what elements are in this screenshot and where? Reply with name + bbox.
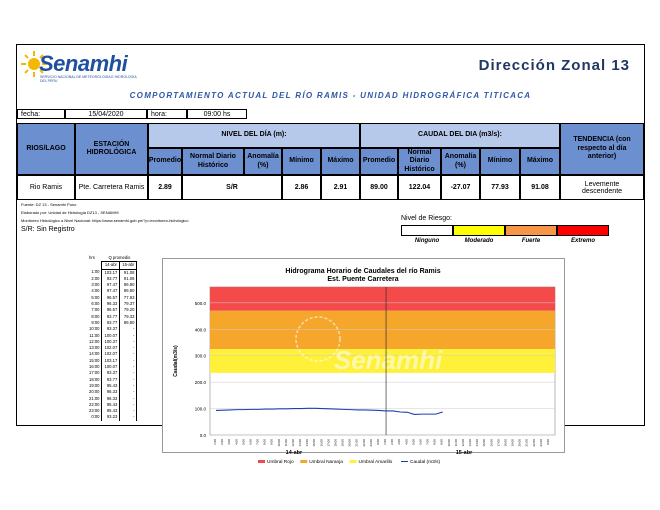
x-tick-label: 22:00 (361, 439, 366, 447)
senamhi-logo (23, 49, 143, 85)
chart-subtitle: Est. Puente Carretera (327, 276, 399, 283)
x-date-label: 14-abr (285, 450, 303, 456)
x-tick-label: 15:00 (482, 439, 487, 447)
header-nivel: NIVEL DEL DÍA (m): (148, 123, 360, 148)
mini-cell-hour: 3:00 (91, 282, 100, 288)
riesgo-swatch-moderado (453, 225, 505, 236)
cell-rio: Rio Ramis (17, 175, 75, 200)
mini-cell-value: 95.43 (102, 402, 120, 408)
x-tick-label: 21:00 (354, 439, 359, 447)
mini-cell-hour: 23:00 (89, 408, 100, 414)
mini-cell-value: - (120, 408, 137, 414)
x-tick-label: 13:00 (298, 439, 303, 447)
mini-cell-value: - (120, 326, 137, 332)
cell-nivel-maximo: 2.91 (321, 175, 360, 200)
riesgo-swatch-ninguno (401, 225, 453, 236)
mini-table-col-a: 14-abr (102, 262, 120, 269)
hora-label: hora: (147, 109, 187, 119)
cell-caudal-maximo: 91.08 (520, 175, 560, 200)
riesgo-label-extremo: Extremo (570, 238, 595, 244)
band-umbral-rojo (210, 287, 555, 311)
x-tick-label: 17:00 (496, 439, 501, 447)
sub-header: Anomalía (%) (244, 148, 282, 175)
mini-cell-value: 103.17 (102, 269, 120, 276)
cell-caudal-normal: 122.04 (398, 175, 441, 200)
mini-table-row (87, 269, 137, 276)
mini-cell-hour: 13:00 (89, 345, 100, 351)
y-tick-label: 300.0 (194, 353, 206, 359)
x-tick-label: 7:00 (425, 439, 430, 445)
x-tick-label: 14:00 (305, 439, 310, 447)
x-tick-label: 2:00 (390, 439, 395, 445)
page-title: Dirección Zonal 13 (478, 57, 630, 74)
header-estacion: ESTACIÓN HIDROLÓGICA (75, 123, 148, 175)
x-tick-label: 11:00 (453, 439, 458, 447)
mini-cell-value: - (120, 351, 137, 357)
mini-table-col-b: 15-abr (120, 262, 137, 269)
mini-cell-value: 102.07 (102, 345, 120, 351)
mini-data-table (87, 255, 137, 421)
mini-cell-value: - (120, 370, 137, 376)
hora-value: 09:00 hs (187, 109, 247, 119)
mini-cell-hour: 0:00 (91, 414, 100, 420)
mini-cell-value: 86.90 (120, 320, 137, 326)
mini-cell-value: 93.77 (102, 377, 120, 383)
sub-header: Promedio (148, 148, 182, 175)
x-tick-label: 4:00 (234, 439, 239, 445)
sub-header: Promedio (360, 148, 398, 175)
cell-caudal-minimo: 77.93 (480, 175, 520, 200)
fecha-label: fecha: (17, 109, 65, 119)
mini-cell-hour: 7:00 (91, 307, 100, 313)
x-tick-label: 6:00 (248, 439, 253, 445)
mini-cell-value: 96.57 (102, 307, 120, 313)
legend-label: Umbral Rojo (267, 460, 294, 465)
hydrograph-chart (162, 258, 565, 465)
mini-cell-hour: 22:00 (89, 401, 100, 407)
mini-cell-value: 93.37 (102, 326, 120, 332)
cell-tendencia: Levemente descendente (560, 175, 644, 200)
mini-cell-value: 93.77 (102, 314, 120, 320)
sub-header: Mínimo (282, 148, 321, 175)
mini-cell-hour: 15:00 (89, 357, 100, 363)
mini-cell-hour: 6:00 (91, 301, 100, 307)
cell-estacion: Pte. Carretera Ramis (75, 175, 148, 200)
x-tick-label: 1:00 (383, 439, 388, 445)
cell-nivel-normal: S/R (182, 175, 282, 200)
mini-cell-hour: 14:00 (89, 351, 100, 357)
x-tick-label: 21:00 (524, 439, 529, 447)
mini-cell-value: 79.20 (120, 307, 137, 313)
mini-cell-hour: 9:00 (91, 319, 100, 325)
mini-cell-value: - (120, 402, 137, 408)
cell-caudal-promedio: 89.00 (360, 175, 398, 200)
mini-cell-value: 100.07 (102, 333, 120, 339)
x-tick-label: 9:00 (269, 439, 274, 445)
mini-table-row (87, 414, 137, 420)
mini-cell-value: 96.33 (102, 389, 120, 395)
y-tick-label: 0.0 (199, 433, 206, 438)
mini-cell-value: 93.37 (102, 370, 120, 376)
x-tick-label: 18:00 (503, 439, 508, 447)
x-tick-label: 0:00 (375, 439, 380, 445)
mini-cell-value: 79.37 (120, 301, 137, 307)
sub-header: Normal Diario Histórico (398, 148, 441, 175)
report-sheet (16, 44, 645, 465)
sub-header: Anomalía (%) (441, 148, 480, 175)
cell-nivel-minimo: 2.86 (282, 175, 321, 200)
mini-cell-value: - (120, 345, 137, 351)
mini-cell-value: - (120, 333, 137, 339)
x-tick-label: 15:00 (312, 439, 317, 447)
hydrograph-svg (163, 259, 564, 465)
y-tick-label: 200.0 (194, 380, 206, 386)
mini-cell-hour: 11:00 (89, 332, 100, 338)
report-subtitle: COMPORTAMIENTO ACTUAL DEL RÍO RAMIS - UNIDAD HIDROGRÁFICA TITICACA (129, 91, 532, 100)
mini-cell-value: 97.47 (102, 282, 120, 288)
mini-cell-value: - (120, 339, 137, 345)
x-tick-label: 12:00 (460, 439, 465, 447)
y-tick-label: 100.0 (194, 406, 206, 412)
fecha-value: 15/04/2020 (65, 109, 147, 119)
riesgo-swatch-extremo (557, 225, 609, 236)
header-rios: RIOS/LAGO (17, 123, 75, 175)
mini-cell-hour: 21:00 (89, 395, 100, 401)
mini-cell-value: 95.43 (102, 408, 120, 414)
x-tick-label: 5:00 (411, 439, 416, 445)
x-tick-label: 20:00 (347, 439, 352, 447)
mini-cell-value: 102.07 (102, 351, 120, 357)
mini-cell-value: 77.93 (120, 295, 137, 301)
mini-cell-value: 86.90 (120, 282, 137, 288)
mini-cell-value: - (120, 358, 137, 364)
x-tick-label: 4:00 (404, 439, 409, 445)
sub-header: Máximo (321, 148, 360, 175)
x-tick-label: 5:00 (241, 439, 246, 445)
riesgo-label-ninguno: Ninguno (414, 238, 440, 244)
mini-cell-value: - (120, 377, 137, 383)
sub-header: Mínimo (480, 148, 520, 175)
x-tick-label: 11:00 (283, 439, 288, 447)
logo-text: Senamhi (39, 51, 128, 76)
mini-cell-hour: 1:00 (91, 269, 100, 275)
x-tick-label: 19:00 (340, 439, 345, 447)
x-tick-label: 16:00 (489, 439, 494, 447)
header-caudal: CAUDAL DEL DIA (m3/s): (360, 123, 560, 148)
mini-cell-hour: 18:00 (89, 376, 100, 382)
mini-table-header: Q promedio (108, 255, 131, 260)
mini-cell-hour: 12:00 (89, 338, 100, 344)
y-tick-label: 500.0 (194, 300, 206, 306)
mini-cell-hour: 5:00 (91, 294, 100, 300)
x-tick-label: 2:00 (220, 439, 225, 445)
legend-label: Caudal (m3/s) (410, 460, 441, 465)
chart-title: Hidrograma Horario de Caudales del río Ramis (285, 268, 441, 275)
legend-label: Umbral Naranja (309, 460, 343, 465)
legend-swatch (350, 460, 357, 463)
mini-cell-value: 103.17 (102, 358, 120, 364)
mini-cell-value: 91.08 (120, 276, 137, 282)
x-tick-label: 19:00 (510, 439, 515, 447)
x-tick-label: 10:00 (446, 439, 451, 447)
x-date-label: 15-abr (455, 450, 473, 456)
x-tick-label: 1:00 (213, 439, 217, 445)
mini-table-hrs-header: hrs (89, 255, 95, 261)
header-tendencia: TENDENCIA (con respecto al día anterior) (560, 123, 644, 175)
x-tick-label: 7:00 (255, 439, 260, 445)
mini-cell-value: - (120, 364, 137, 370)
mini-cell-value: - (120, 396, 137, 402)
logo-subtext: SERVICIO NACIONAL DE METEOROLOGIA E HIDROLOGIA DEL PERU (40, 75, 137, 83)
riesgo-swatch-fuerte (505, 225, 557, 236)
x-tick-label: 10:00 (276, 439, 281, 447)
x-tick-label: 6:00 (418, 439, 423, 445)
x-tick-label: 20:00 (517, 439, 522, 447)
mini-cell-value: 86.90 (120, 288, 137, 294)
y-tick-label: 400.0 (194, 327, 206, 333)
mini-cell-value: - (120, 383, 137, 389)
x-tick-label: 8:00 (262, 439, 267, 445)
mini-cell-value: 93.23 (102, 414, 120, 420)
x-tick-label: 14:00 (475, 439, 480, 447)
x-tick-label: 12:00 (290, 439, 295, 447)
note-monitoreo: Monitoreo Hidrológico a Nivel Nacional: https://www.senamhi.gob.pe/?p=monitoreo-hidrologico (21, 218, 189, 223)
x-tick-label: 23:00 (368, 439, 373, 447)
x-tick-label: 17:00 (326, 439, 331, 447)
mini-cell-value: 93.77 (102, 276, 120, 282)
band-umbral-naranja (210, 311, 555, 349)
sub-header: Normal Diario Histórico (182, 148, 244, 175)
mini-cell-hour: 19:00 (89, 382, 100, 388)
note-elaborado: Elaborado por: Unidad de Hidrología DZ13 - SENAMHI (21, 210, 119, 215)
watermark-text: Senamhi (333, 345, 443, 375)
legend-swatch (258, 460, 265, 463)
note-sin-registro: S/R: Sin Registro (21, 226, 75, 233)
mini-cell-hour: 10:00 (89, 326, 100, 332)
note-fuente: Fuente: DZ 13 - Senamhi Puno (21, 202, 77, 207)
mini-cell-value: 96.33 (102, 301, 120, 307)
mini-cell-value: 97.47 (102, 288, 120, 294)
mini-cell-value: - (120, 389, 137, 395)
x-tick-label: 23:00 (538, 439, 543, 447)
x-tick-label: 22:00 (531, 439, 536, 447)
riesgo-label-moderado: Moderado (464, 238, 494, 244)
x-tick-label: 9:00 (439, 439, 444, 445)
mini-cell-hour: 17:00 (89, 370, 100, 376)
mini-table-row (87, 307, 137, 313)
x-tick-label: 18:00 (333, 439, 338, 447)
cell-nivel-promedio: 2.89 (148, 175, 182, 200)
mini-cell-value: 96.33 (102, 396, 120, 402)
mini-cell-hour: 4:00 (91, 288, 100, 294)
mini-cell-value: - (120, 414, 137, 420)
mini-cell-hour: 16:00 (89, 364, 100, 370)
x-tick-label: 3:00 (227, 439, 232, 445)
mini-cell-value: 91.08 (120, 269, 137, 276)
x-tick-label: 13:00 (468, 439, 473, 447)
mini-cell-hour: 20:00 (89, 389, 100, 395)
sub-header: Máximo (520, 148, 560, 175)
y-axis-label: Caudal(m3/s) (173, 345, 179, 377)
x-tick-label: 16:00 (319, 439, 324, 447)
legend-swatch (300, 460, 307, 463)
mini-cell-value: 100.37 (102, 339, 120, 345)
mini-cell-hour: 2:00 (91, 275, 100, 281)
mini-cell-value: 93.77 (102, 320, 120, 326)
mini-cell-hour: 8:00 (91, 313, 100, 319)
x-tick-label: 3:00 (397, 439, 402, 445)
x-tick-label: 8:00 (432, 439, 437, 445)
mini-cell-value: 95.43 (102, 383, 120, 389)
mini-table-row (87, 288, 137, 294)
mini-cell-value: 100.07 (102, 364, 120, 370)
mini-cell-value: 96.57 (102, 295, 120, 301)
x-tick-label: 0:00 (546, 439, 550, 445)
cell-caudal-anomalia: -27.07 (441, 175, 480, 200)
riesgo-label-fuerte: Fuerte (521, 238, 541, 244)
riesgo-label: Nivel de Riesgo: (401, 215, 452, 222)
mini-cell-value: 79.33 (120, 314, 137, 320)
legend-label: Umbral Amarillo (358, 460, 393, 465)
